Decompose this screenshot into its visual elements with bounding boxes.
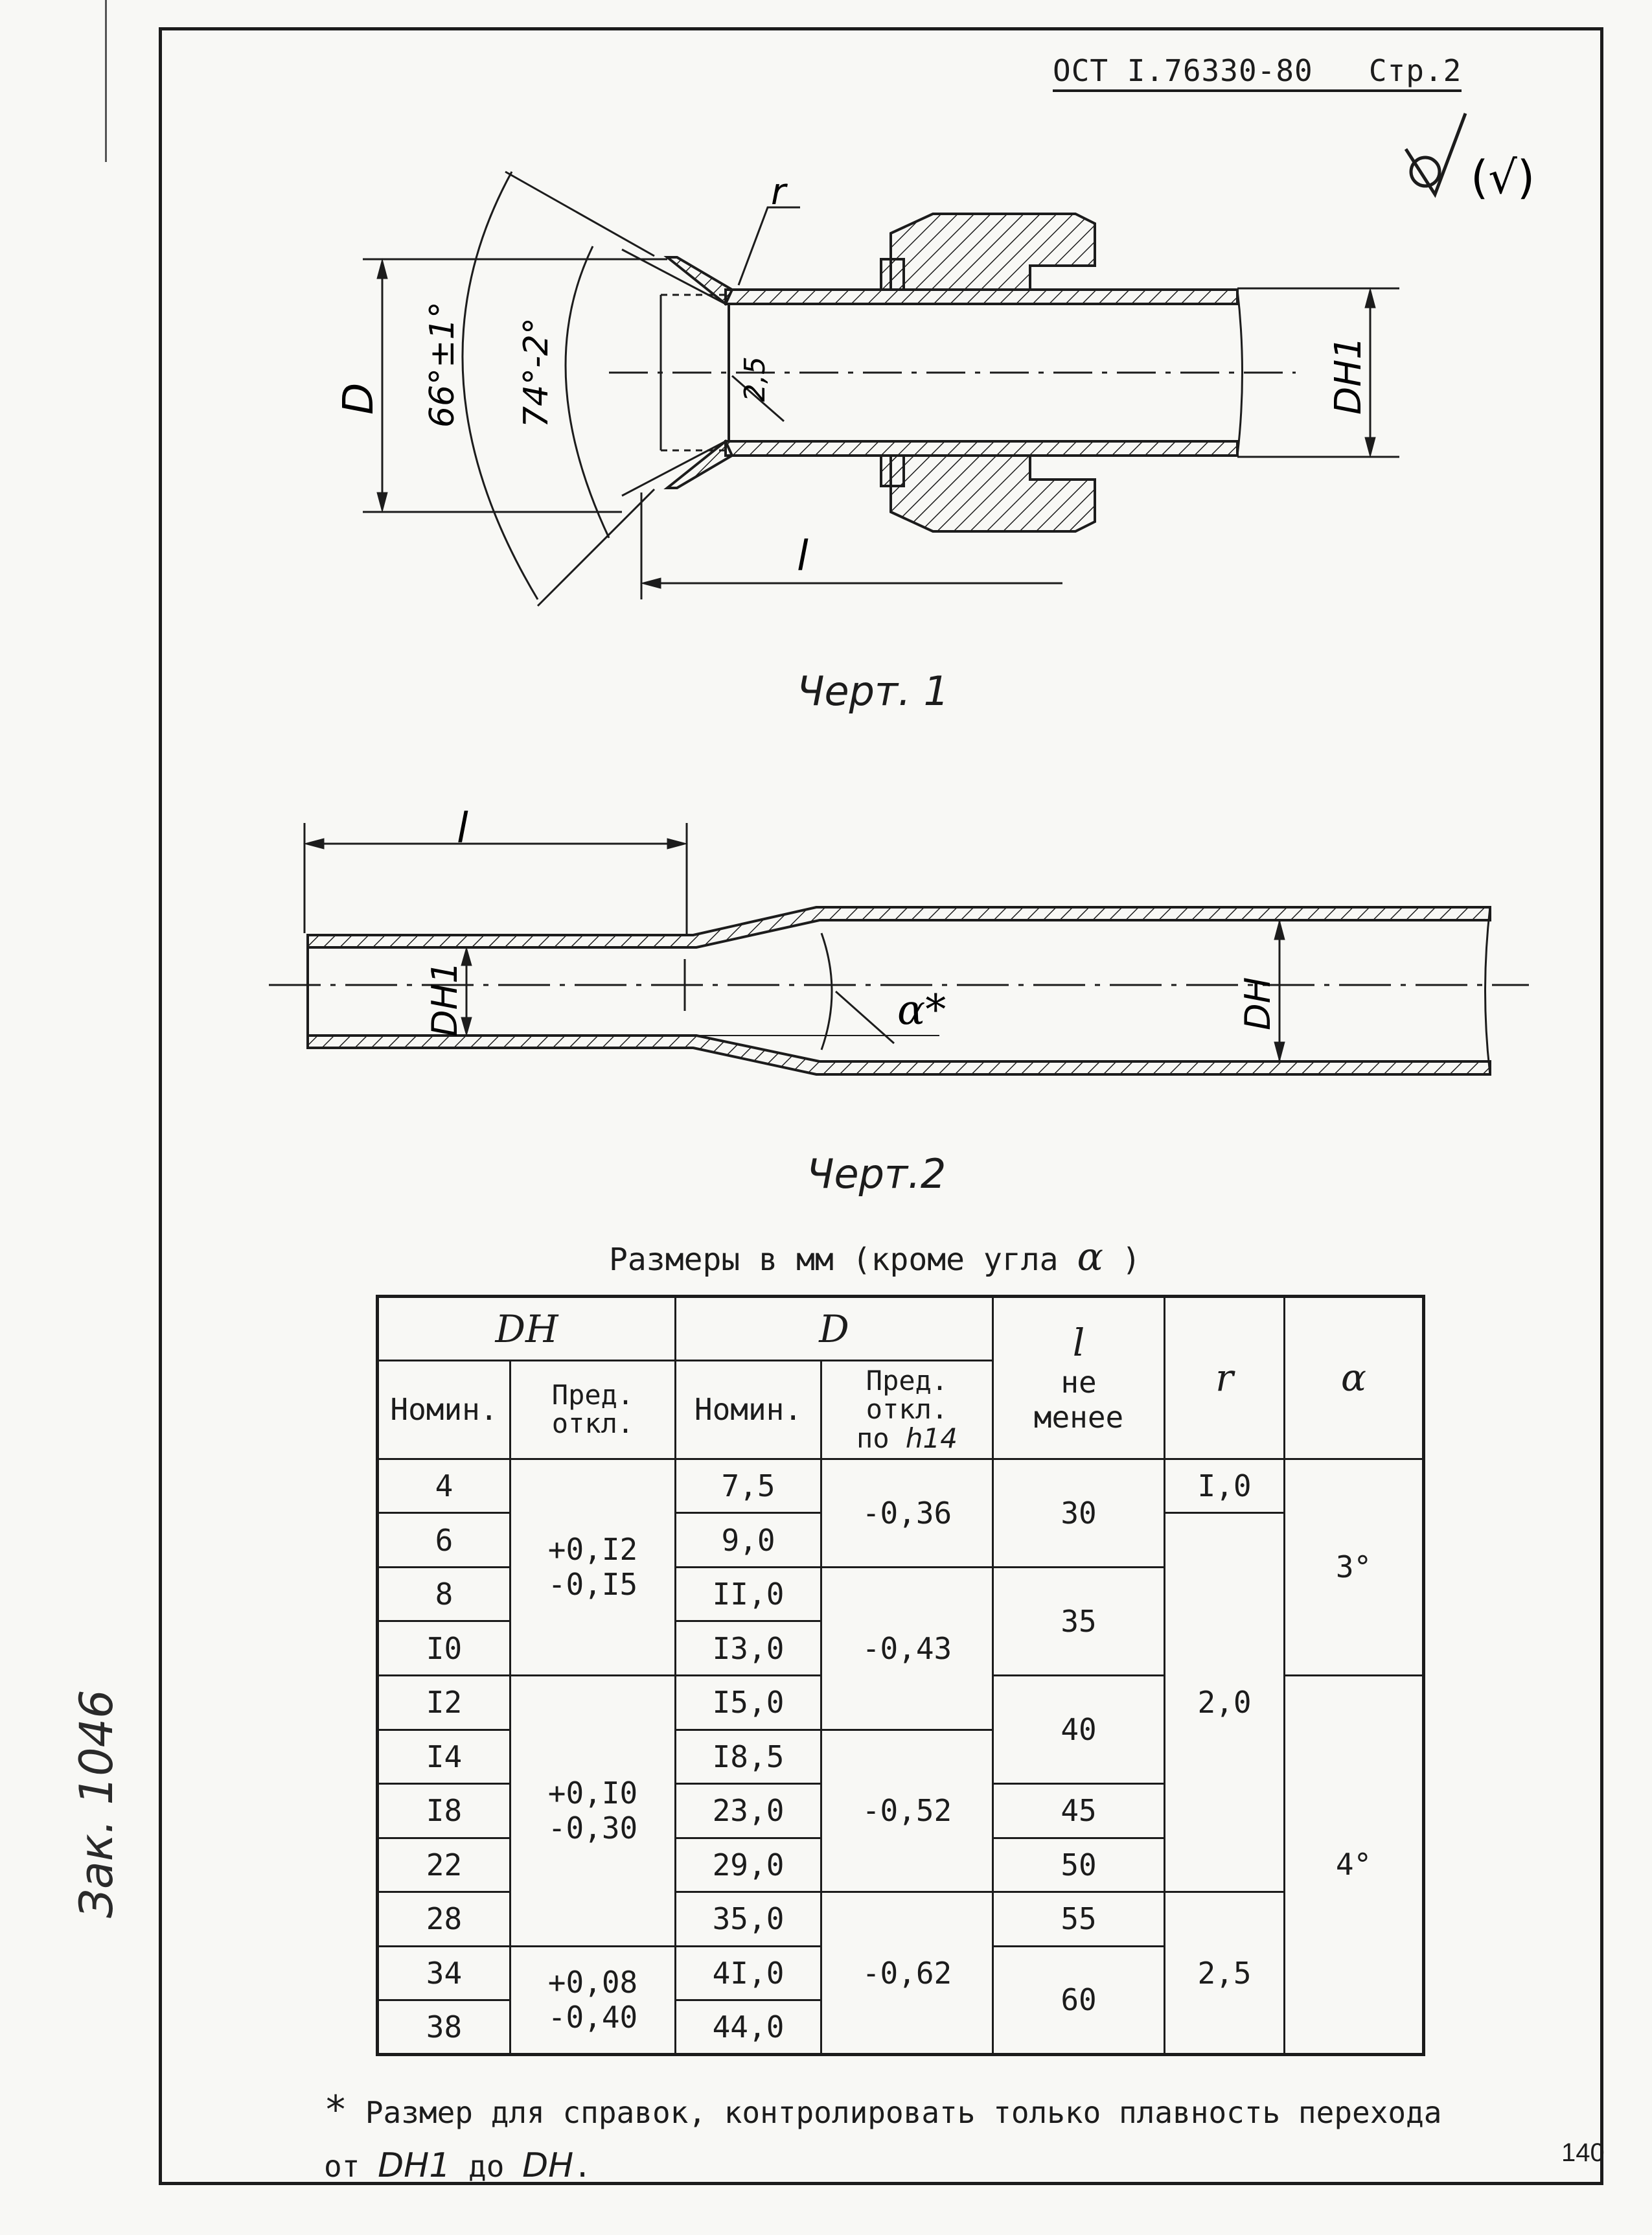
cell-dn-tol-upper: +0,I2 xyxy=(547,1532,638,1568)
cell-r: 2,0 xyxy=(1165,1513,1285,1892)
cell-l-min: 40 xyxy=(993,1675,1165,1783)
cell-dn-nom: 8 xyxy=(378,1567,511,1621)
footnote-end: . xyxy=(573,2149,591,2184)
cell-d-tol: -0,43 xyxy=(821,1567,993,1730)
header-dn: DН xyxy=(378,1297,676,1361)
table-title-text: Размеры в мм (кроме угла xyxy=(609,1242,1059,1278)
table-title-alpha: α xyxy=(1077,1234,1103,1280)
header-dn-tol-line1: Пред. xyxy=(551,1379,634,1411)
tube2-wall-bottom xyxy=(308,1036,1490,1074)
table-title xyxy=(609,1234,1141,1280)
cell-r: I,0 xyxy=(1165,1459,1285,1513)
cell-dn-nom: I2 xyxy=(378,1675,511,1730)
cell-d-tol: -0,62 xyxy=(821,1892,993,2055)
cell-d-nom: I8,5 xyxy=(676,1730,821,1784)
cell-d-nom: 23,0 xyxy=(676,1784,821,1838)
roughness-symbol xyxy=(1406,113,1465,194)
cell-d-nom: 9,0 xyxy=(676,1513,821,1568)
cell-dn-nom: 4 xyxy=(378,1459,511,1513)
cell-r: 2,5 xyxy=(1165,1892,1285,2055)
nut-bottom xyxy=(891,456,1095,531)
tube-wall-top xyxy=(726,290,1237,304)
cell-dn-tol xyxy=(511,1459,676,1675)
cell-d-nom: 35,0 xyxy=(676,1892,821,1947)
header-d: D xyxy=(676,1297,993,1361)
cell-l-min: 35 xyxy=(993,1567,1165,1675)
page-indicator: Стр.2 xyxy=(1368,53,1462,88)
cell-l-min: 30 xyxy=(993,1459,1165,1567)
page-number: 140 xyxy=(1561,2138,1605,2167)
label-dim-2-5: 2,5 xyxy=(739,356,772,402)
angle-arc-inner xyxy=(566,246,609,538)
tube2-wall-top xyxy=(308,907,1490,947)
cell-d-nom: 7,5 xyxy=(676,1459,821,1513)
cell-alpha: 4° xyxy=(1285,1675,1424,2054)
header-l-line2: менее xyxy=(1033,1400,1124,1435)
cell-dn-nom: I8 xyxy=(378,1784,511,1838)
standard-code: ОСТ I.76330-80 xyxy=(1053,53,1313,88)
label-Dn1-2: DН1 xyxy=(424,961,465,1037)
cell-dn-nom: 6 xyxy=(378,1513,511,1568)
footnote xyxy=(324,2083,1442,2193)
angle-alpha xyxy=(821,933,832,1050)
footnote-to: до xyxy=(468,2149,505,2184)
header-r: r xyxy=(1165,1297,1285,1459)
footnote-line-1 xyxy=(324,2083,1442,2139)
footnote-dn1: DН1 xyxy=(378,2146,451,2185)
footnote-text: Размер для справок, контролировать только плавность перехода xyxy=(365,2095,1442,2130)
header-d-tol-h14: h14 xyxy=(905,1422,958,1454)
footnote-line-2 xyxy=(324,2139,1442,2193)
cell-l-min: 60 xyxy=(993,1946,1165,2054)
tube-wall-bottom xyxy=(726,441,1237,456)
cell-dn-nom: 34 xyxy=(378,1946,511,2000)
cell-d-nom: 44,0 xyxy=(676,2000,821,2055)
cell-dn-nom: I4 xyxy=(378,1730,511,1784)
cell-d-nom: I5,0 xyxy=(676,1675,821,1730)
label-angle-inner: 74°-2° xyxy=(517,317,556,428)
cell-dn-tol-lower: -0,I5 xyxy=(547,1567,638,1603)
label-l-2: l xyxy=(457,805,468,853)
caption-drawing-1: Черт. 1 xyxy=(797,667,949,715)
cell-l-min: 55 xyxy=(993,1892,1165,1947)
cell-dn-nom: 22 xyxy=(378,1838,511,1892)
header-d-tol xyxy=(821,1361,993,1459)
header-l-symbol: l xyxy=(1072,1321,1085,1365)
header-l xyxy=(993,1297,1165,1459)
header-d-tol-line2: откл. xyxy=(866,1393,948,1426)
header-d-tol-po: по xyxy=(856,1422,889,1454)
label-r: r xyxy=(771,171,786,213)
flare-bottom xyxy=(667,441,732,488)
label-Dn: DН xyxy=(1237,977,1278,1030)
cell-alpha: 3° xyxy=(1285,1459,1424,1675)
label-alpha: α* xyxy=(897,986,946,1034)
header-d-tol-line3 xyxy=(822,1424,992,1453)
header-dn-nom: Номин. xyxy=(378,1361,511,1459)
header-d-nom: Номин. xyxy=(676,1361,821,1459)
header-alpha: α xyxy=(1285,1297,1424,1459)
header-dn-tol-line2: откл. xyxy=(551,1407,634,1440)
cell-dn-tol-lower: -0,40 xyxy=(547,2000,638,2035)
cell-d-nom: I3,0 xyxy=(676,1621,821,1676)
label-angle-outer: 66°±1° xyxy=(423,301,462,428)
roughness-paren: (√) xyxy=(1471,151,1535,204)
cell-d-tol: -0,36 xyxy=(821,1459,993,1567)
flare-top xyxy=(667,257,732,304)
header-l-line1: не xyxy=(1061,1365,1097,1400)
cell-d-nom: 4I,0 xyxy=(676,1946,821,2000)
cell-dn-tol xyxy=(511,1675,676,1946)
nut-top xyxy=(891,214,1095,290)
cell-dn-tol-upper: +0,08 xyxy=(547,1965,638,2000)
label-D: D xyxy=(335,382,383,415)
footnote-dn: DН xyxy=(522,2146,574,2185)
cell-dn-nom: I0 xyxy=(378,1621,511,1676)
header-d-tol-line1: Пред. xyxy=(866,1365,948,1397)
cell-dn-nom: 28 xyxy=(378,1892,511,1947)
dimensions-table xyxy=(376,1295,1425,2056)
footnote-from: от xyxy=(324,2149,360,2184)
cell-l-min: 50 xyxy=(993,1838,1165,1892)
cell-dn-tol-upper: +0,I0 xyxy=(547,1776,638,1811)
label-l-1: l xyxy=(797,533,809,581)
cell-d-nom: II,0 xyxy=(676,1567,821,1621)
cell-d-tol: -0,52 xyxy=(821,1730,993,1892)
caption-drawing-2: Черт.2 xyxy=(807,1150,946,1198)
cell-dn-tol-lower: -0,30 xyxy=(547,1811,638,1846)
cell-dn-nom: 38 xyxy=(378,2000,511,2055)
cell-d-nom: 29,0 xyxy=(676,1838,821,1892)
cell-l-min: 45 xyxy=(993,1784,1165,1838)
header-dn-tol xyxy=(511,1361,676,1459)
table-title-end: ) xyxy=(1121,1242,1141,1278)
footnote-star: * xyxy=(324,2087,348,2133)
order-note: Зак. 1046 xyxy=(70,1689,123,1918)
label-Dn1-1: DН1 xyxy=(1327,336,1370,415)
cell-dn-tol xyxy=(511,1946,676,2054)
